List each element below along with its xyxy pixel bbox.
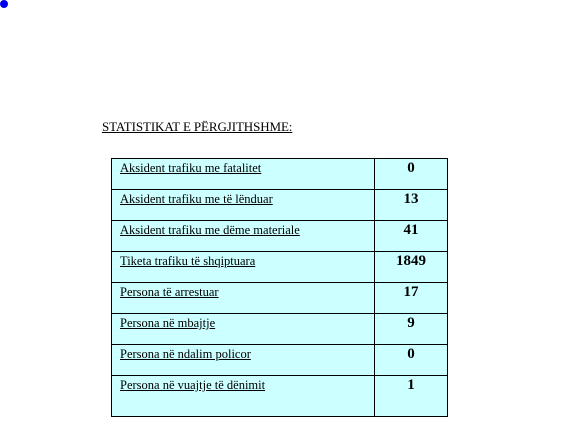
row-label: Tiketa trafiku të shqiptuara: [112, 252, 375, 283]
row-label: Persona të arrestuar: [112, 283, 375, 314]
table-row: [112, 221, 448, 252]
row-label: Persona në mbajtje: [112, 314, 375, 345]
row-label: Persona në ndalim policor: [112, 345, 375, 376]
table-row: [112, 283, 448, 314]
row-value: 0: [375, 345, 448, 376]
row-label: Aksident trafiku me dëme materiale: [112, 221, 375, 252]
row-value: 1: [375, 376, 448, 417]
row-label: Persona në vuajtje të dënimit: [112, 376, 375, 417]
row-value: 1849: [375, 252, 448, 283]
table-row: [112, 190, 448, 221]
statistics-table: [111, 158, 448, 417]
table-row: [112, 376, 448, 417]
table-row: [112, 345, 448, 376]
row-label: Aksident trafiku me të lënduar: [112, 190, 375, 221]
row-value: 0: [375, 159, 448, 190]
table-row: [112, 314, 448, 345]
row-value: 9: [375, 314, 448, 345]
row-value: 13: [375, 190, 448, 221]
bullet-dot: [0, 0, 8, 8]
table-row: [112, 252, 448, 283]
row-value: 41: [375, 221, 448, 252]
row-label: Aksident trafiku me fatalitet: [112, 159, 375, 190]
document-heading: STATISTIKAT E PËRGJITHSHME:: [102, 119, 293, 134]
table-row: [112, 159, 448, 190]
row-value: 17: [375, 283, 448, 314]
